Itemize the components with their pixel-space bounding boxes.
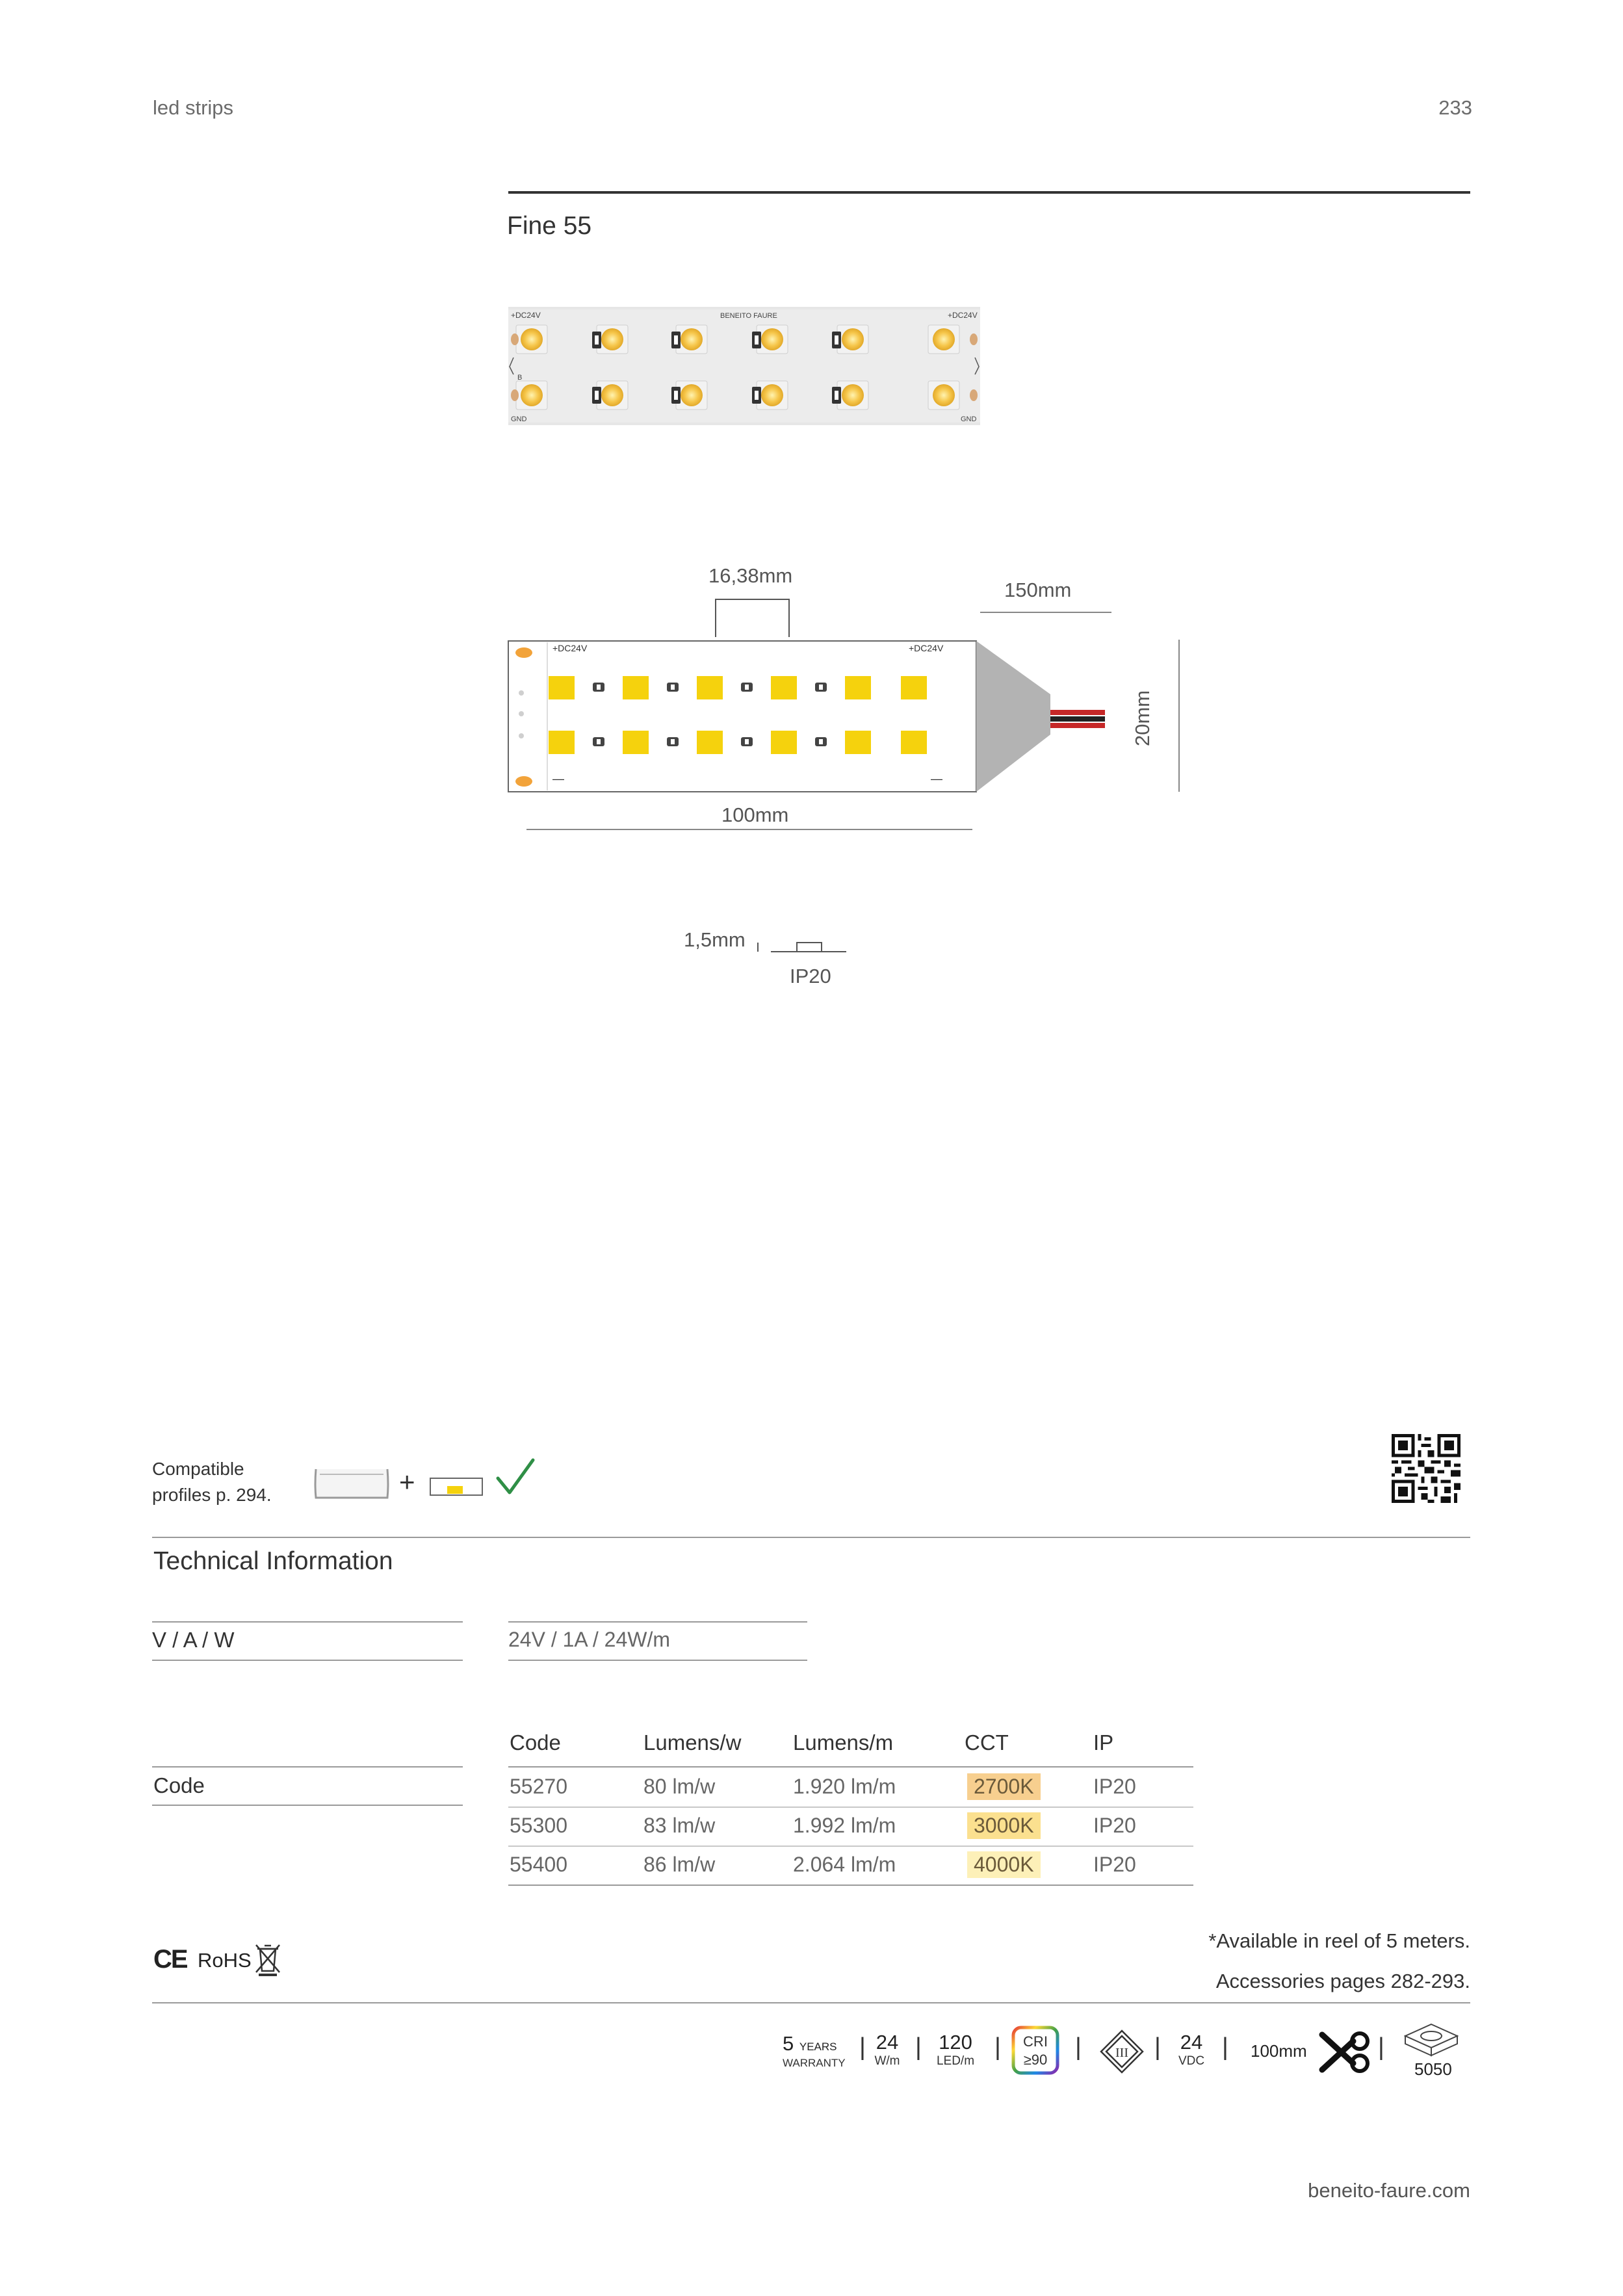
table-row <box>508 1807 1193 1845</box>
photo-brand-label: BENEITO FAURE <box>720 312 777 320</box>
col-code: Code <box>510 1730 561 1755</box>
vaw-value-rule-top <box>508 1621 807 1623</box>
row-ip: IP20 <box>1093 1775 1136 1798</box>
icon-separator: | <box>1222 2033 1228 2061</box>
page-number: 233 <box>1438 96 1472 119</box>
row-lumens-w: 83 lm/w <box>643 1814 716 1837</box>
table-header-rule <box>508 1766 1193 1768</box>
ce-mark: CE <box>153 1945 187 1974</box>
ip-rating-label: IP20 <box>790 965 831 987</box>
section-rule <box>152 1537 1470 1538</box>
scissors-icon <box>1318 2029 1370 2075</box>
compatible-profiles-text <box>152 1456 272 1508</box>
row-ip: IP20 <box>1093 1814 1136 1837</box>
code-rule-top <box>152 1766 463 1768</box>
cri-top-text: CRI <box>1023 2033 1048 2050</box>
col-lumens-m: Lumens/m <box>793 1730 894 1755</box>
drawing-minus-right: — <box>931 772 942 785</box>
section-label: led strips <box>153 96 234 119</box>
table-row <box>508 1846 1193 1884</box>
thickness-dimension: 1,5mm <box>684 928 746 951</box>
technical-info-title: Technical Information <box>153 1547 393 1575</box>
cri-icon <box>1011 2026 1059 2075</box>
icons-rule <box>152 2002 1470 2003</box>
row-ip: IP20 <box>1093 1853 1136 1876</box>
product-photo <box>508 307 980 425</box>
row-code: 55270 <box>510 1775 567 1798</box>
length-dimension: 100mm <box>721 803 789 826</box>
cct-badge: 4000K <box>967 1851 1041 1878</box>
plus-sign: + <box>399 1467 415 1497</box>
weee-bin-icon <box>253 1942 282 1977</box>
chip-type: 5050 <box>1414 2059 1452 2079</box>
power-unit: W/m <box>874 2054 900 2068</box>
row-lumens-m: 1.992 lm/m <box>793 1814 896 1837</box>
warranty-years: YEARS <box>799 2041 837 2053</box>
row-lumens-m: 2.064 lm/m <box>793 1853 896 1876</box>
table-row <box>508 1768 1193 1806</box>
row-lumens-w: 80 lm/w <box>643 1775 716 1798</box>
width-dimension: 20mm <box>1131 690 1154 746</box>
photo-marker-b: B <box>517 374 523 382</box>
vaw-label: V / A / W <box>152 1628 235 1652</box>
icon-separator: | <box>994 2033 1001 2061</box>
strip-icon <box>429 1476 484 1498</box>
photo-label-top-right: +DC24V <box>948 311 978 320</box>
drawing-minus-left: — <box>552 772 564 785</box>
led-chip-icon <box>1401 2020 1461 2059</box>
rohs-mark: RoHS <box>198 1949 252 1972</box>
icon-separator: | <box>1378 2033 1384 2061</box>
class-iii-icon <box>1098 2028 1145 2075</box>
check-icon <box>495 1456 536 1499</box>
pitch-dimension: 16,38mm <box>708 564 793 587</box>
cut-length: 100mm <box>1251 2041 1307 2061</box>
warranty-badge <box>783 2032 855 2070</box>
photo-label-bottom-right: GND <box>961 415 977 423</box>
vaw-value-rule-bottom <box>508 1660 807 1661</box>
title-rule <box>508 191 1470 194</box>
cct-badge: 2700K <box>967 1773 1041 1800</box>
qr-code <box>1392 1434 1461 1503</box>
col-ip: IP <box>1093 1730 1114 1755</box>
vaw-rule-top <box>152 1621 463 1623</box>
website-footer: beneito-faure.com <box>1308 2179 1470 2202</box>
reel-note: *Available in reel of 5 meters. <box>1208 1929 1470 1952</box>
photo-label-bottom-left: GND <box>511 415 527 423</box>
code-rule-bottom <box>152 1805 463 1806</box>
led-density-value: 120 <box>939 2031 972 2054</box>
voltage-value: 24 <box>1180 2031 1203 2054</box>
cri-bottom-text: ≥90 <box>1023 2052 1048 2068</box>
row-code: 55300 <box>510 1814 567 1837</box>
compatible-line-1: Compatible <box>152 1459 244 1479</box>
warranty-number: 5 <box>783 2032 794 2055</box>
photo-label-top-left: +DC24V <box>511 311 541 320</box>
icon-separator: | <box>1075 2033 1082 2061</box>
profile-icon <box>313 1465 390 1502</box>
drawing-label-left: +DC24V <box>552 643 588 653</box>
code-label: Code <box>153 1773 205 1797</box>
row-code: 55400 <box>510 1853 567 1876</box>
cct-badge: 3000K <box>967 1812 1041 1839</box>
cable-dimension: 150mm <box>1004 579 1072 601</box>
accessories-note: Accessories pages 282-293. <box>1215 1970 1470 1992</box>
drawing-label-right: +DC24V <box>909 643 944 653</box>
class-iii-text: III <box>1115 2046 1128 2060</box>
technical-drawing <box>507 566 1196 852</box>
compatible-line-2: profiles p. 294. <box>152 1485 272 1505</box>
voltage-badge <box>1174 2031 1209 2068</box>
icon-separator: | <box>915 2033 922 2061</box>
power-value: 24 <box>876 2031 899 2054</box>
row-lumens-w: 86 lm/w <box>643 1853 716 1876</box>
vaw-rule-bottom <box>152 1660 463 1661</box>
product-title: Fine 55 <box>507 212 592 240</box>
row-lumens-m: 1.920 lm/m <box>793 1775 896 1798</box>
col-cct: CCT <box>965 1730 1009 1755</box>
icon-separator: | <box>1154 2033 1161 2061</box>
vaw-value: 24V / 1A / 24W/m <box>508 1628 670 1651</box>
table-bottom-rule <box>508 1885 1193 1886</box>
led-density-badge <box>932 2031 979 2068</box>
voltage-unit: VDC <box>1178 2054 1205 2068</box>
table-header <box>508 1729 1193 1766</box>
code-table <box>508 1729 1193 1876</box>
col-lumens-w: Lumens/w <box>643 1730 742 1755</box>
power-badge <box>871 2031 903 2068</box>
thickness-diagram <box>754 933 851 959</box>
icon-separator: | <box>859 2033 866 2061</box>
warranty-label: WARRANTY <box>783 2057 846 2069</box>
led-density-unit: LED/m <box>936 2054 975 2068</box>
